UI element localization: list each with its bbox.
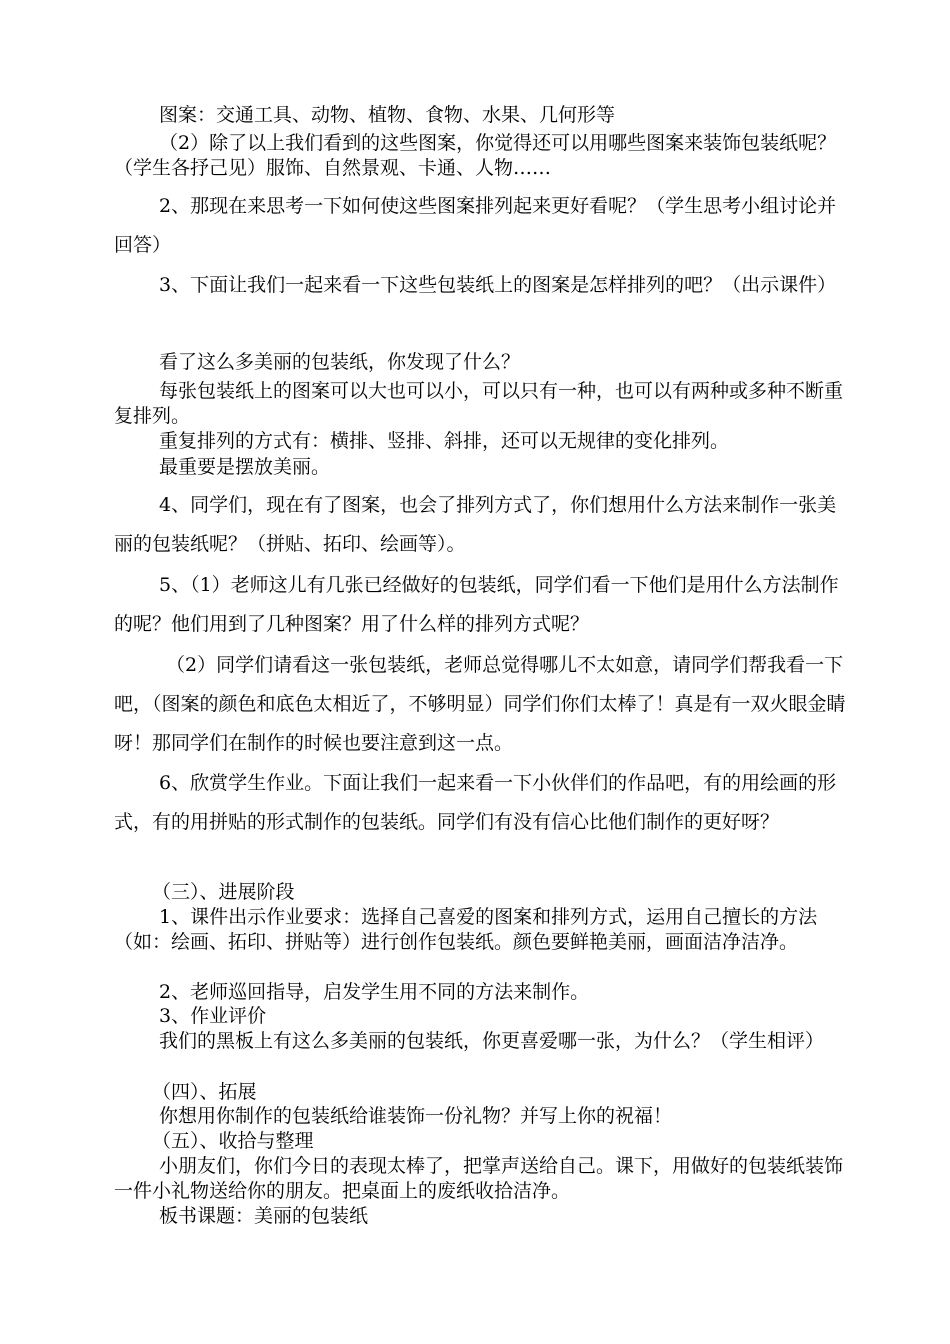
paragraph-peer-review — [114, 1029, 854, 1054]
text: 3、作业评价 — [159, 1005, 267, 1027]
text: （2）同学们请看这一张包装纸，老师总觉得哪儿不太如意，请同学们帮我看一下吧，（图案的颜色和底色太相近了，不够明显）同学们你们太棒了！真是有一双火眼金睛呀！那同学们在制作的时候也要注意到这一点。 — [114, 654, 846, 754]
paragraph-pattern-types — [114, 103, 854, 128]
text: （五）、收拾与整理 — [152, 1130, 314, 1152]
paragraph-blackboard-title — [114, 1204, 854, 1229]
text: 最重要是摆放美丽。 — [159, 456, 331, 478]
paragraph-assignment-requirements — [114, 905, 854, 955]
text: 重复排列的方式有：横排、竖排、斜排，还可以无规律的变化排列。 — [159, 430, 730, 452]
text: 小朋友们，你们今日的表现太棒了，把掌声送给自己。课下，用做好的包装纸装饰一件小礼物送给你的朋友。把桌面上的废纸收拾洁净。 — [114, 1155, 844, 1202]
text: 每张包装纸上的图案可以大也可以小，可以只有一种，也可以有两种或多种不断重复排列。 — [114, 380, 844, 427]
paragraph-arrangement-methods — [114, 429, 854, 454]
section-heading-progress — [114, 880, 854, 905]
text: 4、同学们，现在有了图案，也会了排列方式了，你们想用什么方法来制作一张美丽的包装纸呢？（拼贴、拓印、绘画等）。 — [114, 494, 837, 555]
paragraph-step-5-1 — [114, 566, 854, 644]
paragraph-closing-remarks — [114, 1154, 854, 1204]
text: （2）除了以上我们看到的这些图案，你觉得还可以用哪些图案来装饰包装纸呢？（学生各抒己见）服饰、自然景观、卡通、人物…… — [114, 132, 837, 179]
paragraph-teacher-guidance — [114, 980, 854, 1005]
paragraph-most-important — [114, 455, 854, 480]
paragraph-assessment — [114, 1004, 854, 1029]
paragraph-discovery-question — [114, 350, 854, 375]
text: 图案：交通工具、动物、植物、食物、水果、几何形等 — [159, 104, 616, 126]
text: 你想用你制作的包装纸给谁装饰一份礼物？并写上你的祝福！ — [159, 1105, 673, 1127]
text: 6、欣赏学生作业。下面让我们一起来看一下小伙伴们的作品吧，有的用绘画的形式，有的用拼贴的形式制作的包装纸。同学们有没有信心比他们制作的更好呀？ — [114, 772, 837, 833]
paragraph-gift-blessing — [114, 1104, 854, 1129]
text: 2、那现在来思考一下如何使这些图案排列起来更好看呢？（学生思考小组讨论并回答） — [114, 195, 837, 256]
paragraph-pattern-size — [114, 379, 854, 429]
section-heading-cleanup — [114, 1129, 854, 1154]
text: 板书课题：美丽的包装纸 — [159, 1205, 369, 1227]
text: 看了这么多美丽的包装纸，你发现了什么？ — [159, 351, 521, 373]
text: 2、老师巡回指导，启发学生用不同的方法来制作。 — [159, 981, 590, 1003]
text: 我们的黑板上有这么多美丽的包装纸，你更喜爱哪一张，为什么？（学生相评） — [159, 1030, 825, 1052]
paragraph-step-4 — [114, 486, 854, 564]
section-heading-extension — [114, 1080, 854, 1105]
paragraph-step-2 — [114, 187, 854, 265]
paragraph-other-patterns — [114, 131, 854, 181]
paragraph-step-3 — [114, 266, 854, 305]
text: （四）、拓展 — [152, 1081, 257, 1103]
text: 1、课件出示作业要求：选择自己喜爱的图案和排列方式，运用自己擅长的方法（如：绘画、拓印、拼贴等）进行创作包装纸。颜色要鲜艳美丽，画面洁净洁净。 — [114, 906, 818, 953]
paragraph-step-6 — [114, 764, 854, 842]
text: 3、下面让我们一起来看一下这些包装纸上的图案是怎样排列的吧？（出示课件） — [159, 274, 837, 296]
text: （三）、进展阶段 — [152, 881, 295, 903]
text: 5、（1）老师这儿有几张已经做好的包装纸，同学们看一下他们是用什么方法制作的呢？他们用到了几种图案？用了什么样的排列方式呢？ — [114, 574, 839, 635]
paragraph-step-5-2 — [114, 646, 854, 763]
